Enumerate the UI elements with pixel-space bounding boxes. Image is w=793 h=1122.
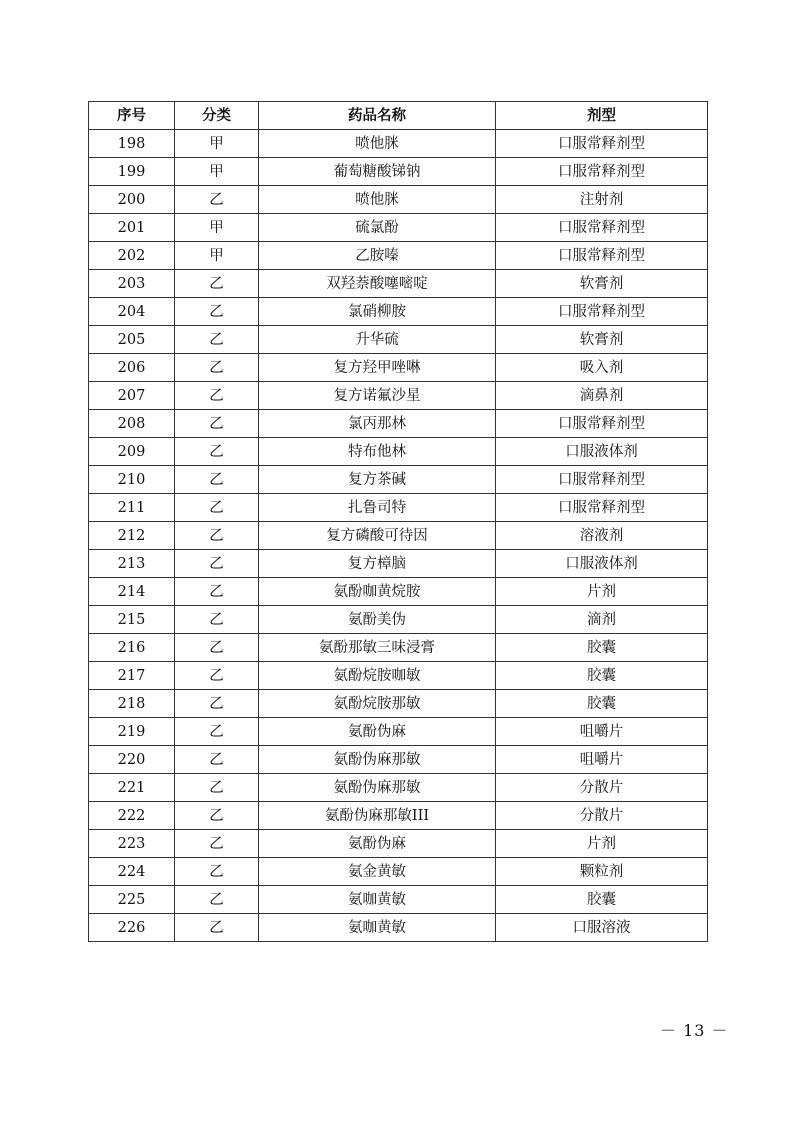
cell-dosage-form: 口服常释剂型 [496,242,708,270]
cell-dosage-form: 口服常释剂型 [496,214,708,242]
cell-drug-name: 复方磷酸可待因 [259,522,496,550]
cell-category: 乙 [175,690,259,718]
cell-seq: 199 [89,158,175,186]
cell-dosage-form: 片剂 [496,578,708,606]
header-drug-name: 药品名称 [259,102,496,130]
cell-drug-name: 氨酚咖黄烷胺 [259,578,496,606]
cell-seq: 224 [89,858,175,886]
cell-seq: 201 [89,214,175,242]
table-row [89,298,708,326]
cell-seq: 204 [89,298,175,326]
table-row [89,550,708,578]
cell-drug-name: 复方诺氟沙星 [259,382,496,410]
cell-dosage-form: 咀嚼片 [496,718,708,746]
cell-category: 甲 [175,158,259,186]
cell-dosage-form: 胶囊 [496,634,708,662]
cell-category: 乙 [175,186,259,214]
cell-seq: 213 [89,550,175,578]
table-body [89,130,708,942]
header-row [89,102,708,130]
cell-category: 乙 [175,746,259,774]
cell-dosage-form: 软膏剂 [496,270,708,298]
table-row [89,662,708,690]
cell-drug-name: 升华硫 [259,326,496,354]
cell-drug-name: 氨咖黄敏 [259,886,496,914]
cell-dosage-form: 胶囊 [496,886,708,914]
table-row [89,158,708,186]
table-row [89,466,708,494]
cell-category: 乙 [175,270,259,298]
cell-dosage-form: 口服常释剂型 [496,494,708,522]
table-row [89,130,708,158]
cell-drug-name: 乙胺嗪 [259,242,496,270]
cell-seq: 207 [89,382,175,410]
table-row [89,382,708,410]
cell-seq: 222 [89,802,175,830]
cell-drug-name: 复方樟脑 [259,550,496,578]
cell-drug-name: 氨酚伪麻 [259,830,496,858]
cell-dosage-form: 口服常释剂型 [496,298,708,326]
table-row [89,802,708,830]
header-category: 分类 [175,102,259,130]
cell-seq: 210 [89,466,175,494]
table-row [89,634,708,662]
cell-drug-name: 氨酚伪麻那敏 [259,746,496,774]
cell-dosage-form: 滴鼻剂 [496,382,708,410]
cell-seq: 218 [89,690,175,718]
cell-category: 乙 [175,718,259,746]
cell-drug-name: 氨酚烷胺咖敏 [259,662,496,690]
cell-drug-name: 氨酚伪麻那敏III [259,802,496,830]
cell-category: 乙 [175,802,259,830]
cell-seq: 209 [89,438,175,466]
cell-dosage-form: 口服常释剂型 [496,130,708,158]
cell-drug-name: 葡萄糖酸锑钠 [259,158,496,186]
cell-seq: 211 [89,494,175,522]
cell-seq: 219 [89,718,175,746]
cell-seq: 221 [89,774,175,802]
cell-drug-name: 氯硝柳胺 [259,298,496,326]
header-dosage-form: 剂型 [496,102,708,130]
cell-category: 乙 [175,886,259,914]
cell-dosage-form: 软膏剂 [496,326,708,354]
cell-seq: 200 [89,186,175,214]
cell-dosage-form: 颗粒剂 [496,858,708,886]
cell-drug-name: 氨酚伪麻 [259,718,496,746]
cell-dosage-form: 片剂 [496,830,708,858]
cell-seq: 223 [89,830,175,858]
cell-category: 乙 [175,606,259,634]
cell-seq: 206 [89,354,175,382]
cell-dosage-form: 口服液体剂 [496,438,708,466]
cell-seq: 208 [89,410,175,438]
drug-table [88,101,708,942]
cell-category: 甲 [175,214,259,242]
table-row [89,270,708,298]
cell-category: 乙 [175,578,259,606]
cell-dosage-form: 溶液剂 [496,522,708,550]
table-header [89,102,708,130]
cell-drug-name: 双羟萘酸噻嘧啶 [259,270,496,298]
table-row [89,186,708,214]
table-row [89,410,708,438]
cell-category: 乙 [175,326,259,354]
cell-seq: 217 [89,662,175,690]
table-row [89,606,708,634]
cell-category: 乙 [175,298,259,326]
cell-category: 乙 [175,410,259,438]
table-row [89,690,708,718]
table-row [89,914,708,942]
table-row [89,522,708,550]
cell-seq: 215 [89,606,175,634]
cell-dosage-form: 口服常释剂型 [496,410,708,438]
cell-category: 乙 [175,382,259,410]
cell-dosage-form: 咀嚼片 [496,746,708,774]
cell-category: 乙 [175,466,259,494]
cell-category: 乙 [175,774,259,802]
cell-seq: 205 [89,326,175,354]
cell-category: 甲 [175,130,259,158]
cell-dosage-form: 吸入剂 [496,354,708,382]
cell-drug-name: 氨酚美伪 [259,606,496,634]
table-row [89,830,708,858]
cell-seq: 214 [89,578,175,606]
cell-category: 乙 [175,438,259,466]
cell-drug-name: 喷他脒 [259,186,496,214]
table-row [89,858,708,886]
cell-seq: 225 [89,886,175,914]
cell-drug-name: 氨酚那敏三味浸膏 [259,634,496,662]
table-row [89,746,708,774]
cell-category: 甲 [175,242,259,270]
table-row [89,718,708,746]
cell-drug-name: 复方茶碱 [259,466,496,494]
cell-category: 乙 [175,830,259,858]
cell-category: 乙 [175,354,259,382]
cell-seq: 220 [89,746,175,774]
cell-dosage-form: 口服常释剂型 [496,158,708,186]
cell-drug-name: 硫氯酚 [259,214,496,242]
cell-category: 乙 [175,858,259,886]
cell-dosage-form: 口服常释剂型 [496,466,708,494]
cell-drug-name: 氨金黄敏 [259,858,496,886]
table-row [89,326,708,354]
cell-dosage-form: 口服液体剂 [496,550,708,578]
table-row [89,578,708,606]
cell-dosage-form: 胶囊 [496,690,708,718]
cell-drug-name: 特布他林 [259,438,496,466]
page-number: － 13 － [660,1021,729,1040]
table-row [89,214,708,242]
cell-category: 乙 [175,550,259,578]
cell-dosage-form: 分散片 [496,802,708,830]
cell-seq: 212 [89,522,175,550]
cell-drug-name: 氯丙那林 [259,410,496,438]
cell-dosage-form: 注射剂 [496,186,708,214]
cell-category: 乙 [175,634,259,662]
cell-seq: 216 [89,634,175,662]
cell-category: 乙 [175,914,259,942]
cell-category: 乙 [175,662,259,690]
table-row [89,774,708,802]
table-row [89,242,708,270]
cell-drug-name: 氨酚烷胺那敏 [259,690,496,718]
table-row [89,494,708,522]
table-row [89,354,708,382]
cell-drug-name: 氨酚伪麻那敏 [259,774,496,802]
cell-dosage-form: 口服溶液 [496,914,708,942]
cell-dosage-form: 胶囊 [496,662,708,690]
cell-drug-name: 喷他脒 [259,130,496,158]
cell-drug-name: 复方羟甲唑啉 [259,354,496,382]
cell-category: 乙 [175,494,259,522]
cell-seq: 226 [89,914,175,942]
cell-seq: 202 [89,242,175,270]
table-row [89,886,708,914]
cell-seq: 198 [89,130,175,158]
cell-drug-name: 氨咖黄敏 [259,914,496,942]
cell-category: 乙 [175,522,259,550]
cell-seq: 203 [89,270,175,298]
cell-dosage-form: 滴剂 [496,606,708,634]
cell-dosage-form: 分散片 [496,774,708,802]
table-row [89,438,708,466]
cell-drug-name: 扎鲁司特 [259,494,496,522]
header-seq: 序号 [89,102,175,130]
